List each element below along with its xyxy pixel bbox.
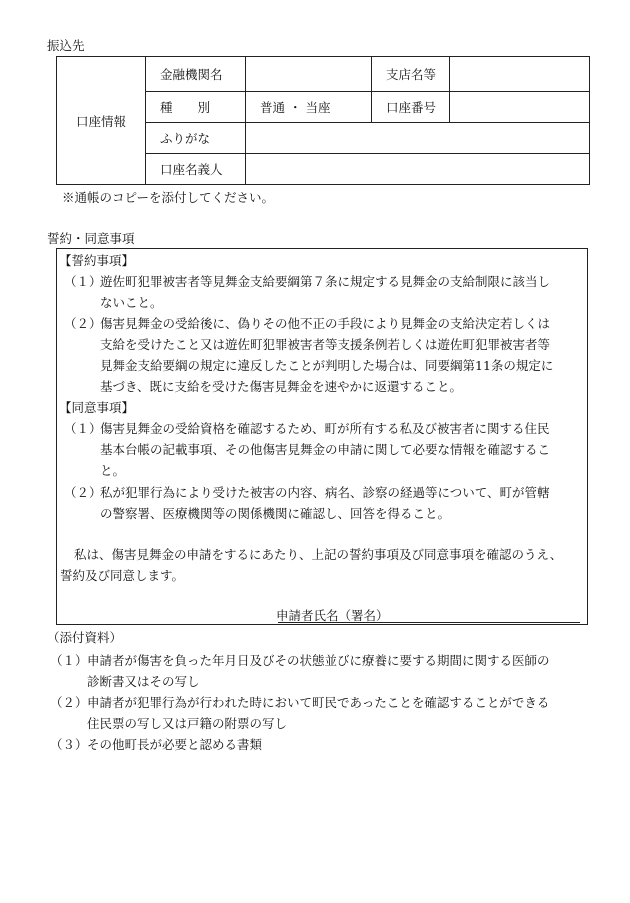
account-type-options[interactable]: 普通 ・ 当座 — [246, 92, 372, 123]
consent-item-number: （２） — [64, 485, 102, 500]
applicant-signature-label: 申請者氏名（署名） — [276, 608, 389, 623]
consent-header: 【同意事項】 — [59, 400, 135, 415]
consent-item-number: （１） — [64, 421, 102, 436]
attachment-item-number: （２） — [50, 695, 88, 710]
pledge-item-2-line: 支給を受けたこと又は遊佐町犯罪被害者等支援条例若しくは遊佐町犯罪被害者等 — [100, 337, 551, 352]
bank-name-label: 金融機関名 — [146, 57, 246, 92]
account-info-table — [56, 56, 590, 185]
pledge-item-number: （１） — [64, 274, 102, 289]
consent-item-1-line: と。 — [100, 463, 126, 478]
pledge-statement-line: 私は、傷害見舞金の申請をするにあたり、上記の誓約事項及び同意事項を確認のうえ、 — [74, 547, 563, 562]
account-info-label: 口座情報 — [57, 57, 146, 185]
pledge-header: 【誓約事項】 — [59, 253, 135, 268]
furigana-label: ふりがな — [146, 123, 246, 154]
attachment-item-number: （１） — [50, 653, 88, 668]
account-number-label: 口座番号 — [372, 92, 450, 123]
account-type-label: 種 別 — [146, 92, 246, 123]
furigana-field[interactable] — [246, 123, 590, 154]
pledge-item-number: （２） — [64, 316, 102, 331]
transfer-section-title: 振込先 — [47, 38, 85, 53]
pledge-item-1-line: ないこと。 — [100, 295, 163, 310]
account-holder-label: 口座名義人 — [146, 154, 246, 185]
pledge-statement-line: 誓約及び同意します。 — [60, 568, 185, 583]
pledge-section-title: 誓約・同意事項 — [47, 231, 135, 246]
pledge-item-1-line: 遊佐町犯罪被害者等見舞金支給要綱第７条に規定する見舞金の支給制限に該当し — [100, 274, 551, 289]
pledge-item-2-line: 傷害見舞金の受給後に、偽りその他不正の手段により見舞金の支給決定若しくは — [100, 316, 551, 331]
account-holder-field[interactable] — [246, 154, 590, 185]
attachments-title: （添付資料） — [47, 630, 123, 645]
account-number-field[interactable] — [450, 92, 590, 123]
attachment-item-1-line: 申請者が傷害を負った年月日及びその状態並びに療養に要する期間に関する医師の — [87, 653, 550, 668]
attachment-item-number: （３） — [50, 737, 88, 752]
pledge-item-2-line: 基づき、既に支給を受けた傷害見舞金を速やかに返還すること。 — [100, 379, 463, 394]
consent-item-1-line: 基本台帳の記載事項、その他傷害見舞金の申請に関して必要な情報を確認するこ — [100, 442, 551, 457]
attachment-item-2-line: 住民票の写し又は戸籍の附票の写し — [87, 716, 288, 731]
consent-item-2-line: 私が犯罪行為により受けた被害の内容、病名、診察の経過等について、町が管轄 — [100, 485, 550, 500]
consent-item-2-line: の警察署、医療機関等の関係機関に確認し、回答を得ること。 — [100, 506, 451, 521]
branch-name-field[interactable] — [450, 57, 590, 92]
bank-name-field[interactable] — [246, 57, 372, 92]
attachment-item-2-line: 申請者が犯罪行為が行われた時において町民であったことを確認することができる — [87, 695, 550, 710]
passbook-copy-notice: ※通帳のコピーを添付してください。 — [62, 190, 275, 205]
consent-item-1-line: 傷害見舞金の受給資格を確認するため、町が所有する私及び被害者に関する住民 — [100, 421, 550, 436]
pledge-item-2-line: 見舞金支給要綱の規定に違反したことが判明した場合は、同要綱第11条の規定に — [100, 358, 554, 373]
attachment-item-1-line: 診断書又はその写し — [87, 674, 200, 689]
branch-name-label: 支店名等 — [372, 57, 450, 92]
attachment-item-3-line: その他町長が必要と認める書類 — [87, 737, 263, 752]
signature-line[interactable] — [278, 622, 580, 623]
